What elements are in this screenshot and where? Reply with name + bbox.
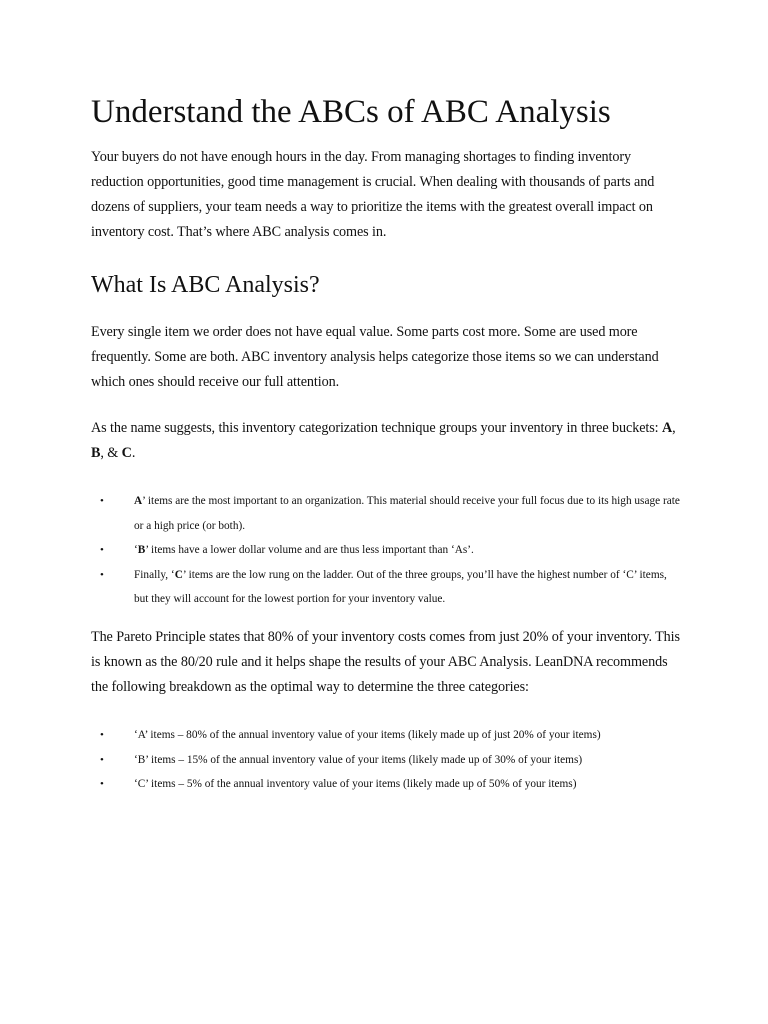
item-text: ‘A’ items – 80% of the annual inventory value of your items (likely made up of just 20% of your items) <box>134 729 601 741</box>
list-item <box>91 489 681 538</box>
page-title: Understand the ABCs of ABC Analysis <box>91 94 611 130</box>
bucket-sep-1: , <box>672 420 676 436</box>
list-item <box>91 772 681 797</box>
abc-definition-paragraph: Every single item we order does not have equal value. Some parts cost more. Some are used more frequently. Some are both. ABC inventory analysis helps categorize those items so we can understand which ones should receive our full attention. <box>91 324 659 390</box>
bucket-end: . <box>131 445 136 461</box>
list-item <box>91 748 681 773</box>
bullet-icon: • <box>100 544 104 556</box>
item-text: ‘B’ items – 15% of the annual inventory value of your items (likely made up of 30% of your items) <box>134 753 583 766</box>
bucket-a: A <box>661 420 673 436</box>
bullet-icon: • <box>100 778 104 790</box>
bullet-icon: • <box>100 753 104 766</box>
item-text: ‘C’ items – 5% of the annual inventory value of your items (likely made up of 50% of your items) <box>134 778 577 790</box>
pareto-paragraph: The Pareto Principle states that 80% of your inventory costs comes from just 20% of your inventory. This is known as the 80/20 rule and it helps shape the results of your ABC Analysis. LeanDNA recommends the following breakdown as the optimal way to determine the three categories: <box>91 629 680 695</box>
list-item <box>91 723 681 748</box>
bucket-c: C <box>121 445 132 461</box>
intro-paragraph: Your buyers do not have enough hours in the day. From managing shortages to finding inventory reduction opportunities, good time management is crucial. When dealing with thousands of parts and dozens of suppliers, your team needs a way to prioritize the items with the greatest overall impact on inventory cost. That’s where ABC analysis comes in. <box>91 149 655 240</box>
item-prefix: Finally, ‘ <box>134 568 175 581</box>
buckets-text: As the name suggests, this inventory categorization technique groups your inventory in three buckets: <box>91 420 662 436</box>
item-prefix: ‘ <box>134 544 138 556</box>
buckets-paragraph <box>91 416 681 466</box>
breakdown-bullet-list <box>91 723 681 797</box>
item-category: B <box>137 544 146 556</box>
list-item <box>91 538 681 563</box>
bullet-icon: • <box>100 568 104 581</box>
item-category: C <box>174 568 183 581</box>
bullet-icon: • <box>100 495 104 507</box>
item-category: A <box>134 495 143 507</box>
bucket-sep-2: , & <box>100 445 122 461</box>
item-text: ’ items are the low rung on the ladder. Out of the three groups, you’ll have the highest number of ‘C’ items, but they will account for the lowest portion for your inventory value. <box>134 568 667 605</box>
bucket-b: B <box>91 445 101 461</box>
category-bullet-list <box>91 489 681 612</box>
section-heading: What Is ABC Analysis? <box>91 272 320 298</box>
item-text: ’ items have a lower dollar volume and are thus less important than ‘As’. <box>145 544 474 556</box>
bullet-icon: • <box>100 729 104 741</box>
list-item <box>91 563 681 612</box>
item-text: ’ items are the most important to an organization. This material should receive your full focus due to its high usage rate or a high price (or both). <box>134 495 680 532</box>
